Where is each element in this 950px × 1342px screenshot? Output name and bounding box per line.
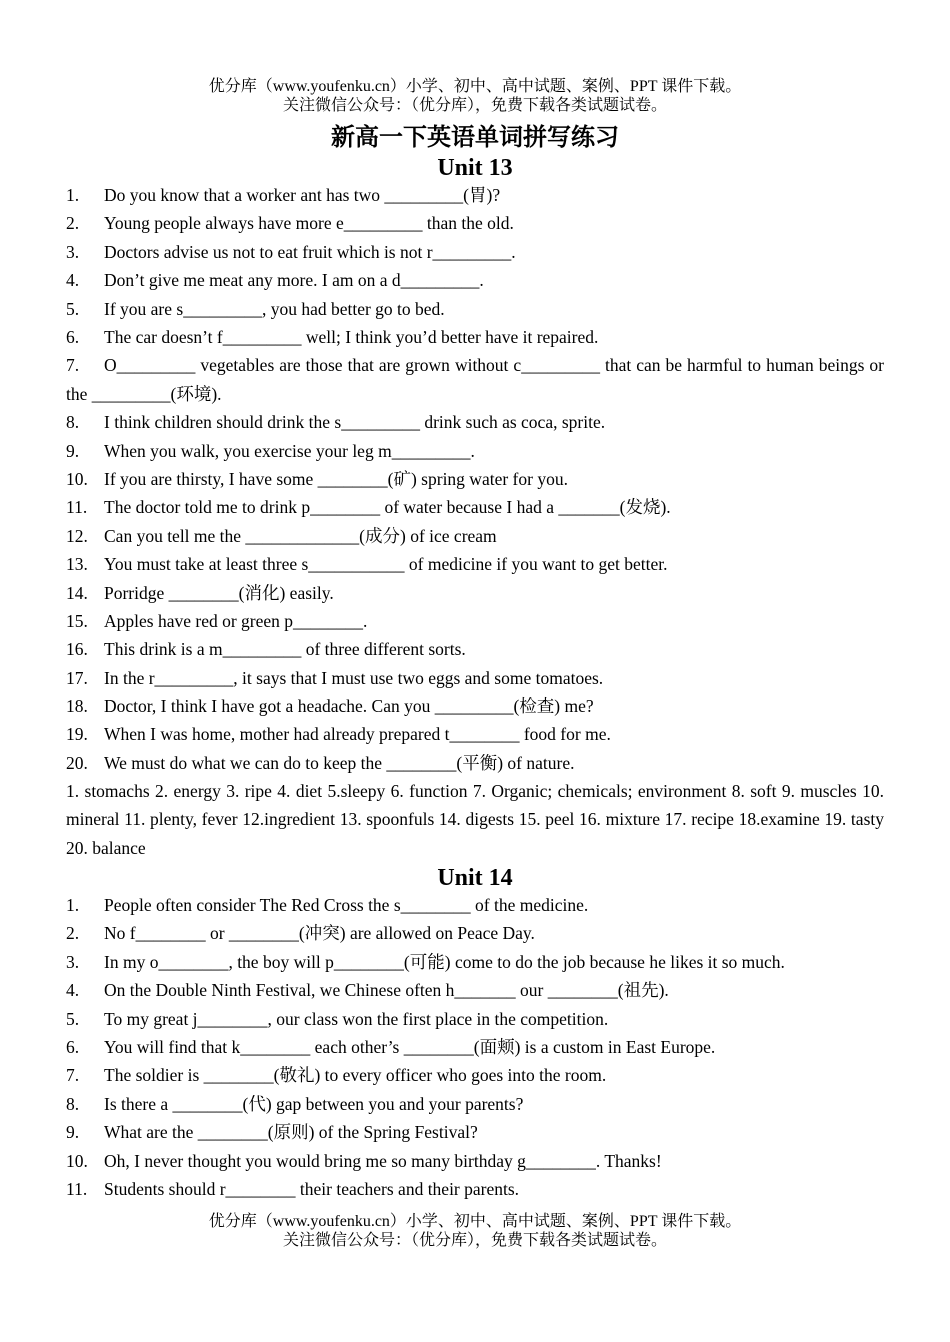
question-number: 7. xyxy=(66,355,80,376)
question-item xyxy=(66,919,884,947)
question-text: The doctor told me to drink p________ of water because I had a _______(发烧). xyxy=(104,497,671,518)
question-number: 10. xyxy=(66,1150,88,1171)
question-text: This drink is a m_________ of three different sorts. xyxy=(104,639,466,660)
question-item xyxy=(66,295,884,323)
question-number: 5. xyxy=(66,1008,80,1029)
unit13-heading: Unit 13 xyxy=(437,155,513,181)
question-number: 6. xyxy=(66,1036,80,1057)
question-number: 8. xyxy=(66,1093,80,1114)
question-item xyxy=(66,493,884,521)
question-text: The soldier is ________(敬礼) to every officer who goes into the room. xyxy=(104,1065,607,1086)
question-number: 3. xyxy=(66,951,80,972)
question-text: Young people always have more e_________ than the old. xyxy=(104,213,514,234)
question-number: 8. xyxy=(66,412,80,433)
question-item xyxy=(66,720,884,748)
question-item xyxy=(66,465,884,493)
question-text: If you are s_________, you had better go to bed. xyxy=(104,298,445,319)
question-text: You will find that k________ each other’s ________(面颊) is a custom in East Europe. xyxy=(104,1036,716,1057)
question-item xyxy=(66,181,884,209)
header-line-2: 关注微信公众号：（优分库），免费下载各类试题试卷。 xyxy=(282,97,667,114)
question-item xyxy=(66,550,884,578)
question-number: 9. xyxy=(66,440,80,461)
question-number: 11. xyxy=(66,1178,88,1199)
page-header xyxy=(0,77,950,115)
question-number: 9. xyxy=(66,1122,80,1143)
question-number: 5. xyxy=(66,298,80,319)
question-item xyxy=(66,1005,884,1033)
question-item xyxy=(66,1061,884,1089)
unit14-question-list xyxy=(66,891,884,1203)
question-item xyxy=(66,522,884,550)
question-text: To my great j________, our class won the first place in the competition. xyxy=(104,1008,609,1029)
question-number: 16. xyxy=(66,639,88,660)
unit13-question-list xyxy=(66,181,884,777)
footer-line-2: 关注微信公众号：（优分库），免费下载各类试题试卷。 xyxy=(282,1232,667,1249)
question-item xyxy=(66,976,884,1004)
question-item xyxy=(66,437,884,465)
question-item xyxy=(66,1090,884,1118)
question-number: 19. xyxy=(66,724,88,745)
question-item xyxy=(66,635,884,663)
question-number: 17. xyxy=(66,667,88,688)
question-number: 18. xyxy=(66,696,88,717)
unit13-answer-key: 1. stomachs 2. energy 3. ripe 4. diet 5.sleepy 6. function 7. Organic; chemicals; environment 8. soft 9. muscles 10. mineral 11. plenty, fever 12.ingredient 13. spoonfuls 14. digests 15. peel 16. mixture 17. recipe 18.examine 19. tasty 20. balance xyxy=(66,781,884,858)
question-item xyxy=(66,1033,884,1061)
question-text: Doctor, I think I have got a headache. Can you _________(检查) me? xyxy=(104,696,594,717)
question-text: Porridge ________(消化) easily. xyxy=(104,582,334,603)
question-number: 6. xyxy=(66,326,80,347)
question-item xyxy=(66,948,884,976)
question-text: Do you know that a worker ant has two _________(胃)? xyxy=(104,185,501,205)
question-text: Can you tell me the _____________(成分) of ice cream xyxy=(104,525,497,546)
question-number: 10. xyxy=(66,468,88,489)
question-number: 1. xyxy=(66,895,80,915)
question-item xyxy=(66,1147,884,1175)
question-text: No f________ or ________(冲突) are allowed on Peace Day. xyxy=(104,923,535,944)
question-number: 4. xyxy=(66,270,80,291)
question-number: 11. xyxy=(66,497,88,518)
question-number: 3. xyxy=(66,241,80,262)
question-text: We must do what we can do to keep the ________(平衡) of nature. xyxy=(104,752,575,773)
question-item xyxy=(66,266,884,294)
question-text: What are the ________(原则) of the Spring Festival? xyxy=(104,1122,478,1143)
question-number: 15. xyxy=(66,610,88,631)
footer-line-1: 优分库（www.youfenku.cn）小学、初中、高中试题、案例、PPT 课件下载。 xyxy=(208,1213,742,1230)
header-line-1: 优分库（www.youfenku.cn）小学、初中、高中试题、案例、PPT 课件下载。 xyxy=(208,78,742,95)
question-text: In the r_________, it says that I must use two eggs and some tomatoes. xyxy=(104,667,604,688)
question-text: You must take at least three s___________ of medicine if you want to get better. xyxy=(104,554,668,575)
question-text: Oh, I never thought you would bring me so many birthday g________. Thanks! xyxy=(104,1150,662,1171)
question-item xyxy=(66,351,884,408)
question-item xyxy=(66,323,884,351)
question-text: When you walk, you exercise your leg m_________. xyxy=(104,440,475,461)
question-item xyxy=(66,664,884,692)
question-text: Is there a ________(代) gap between you and your parents? xyxy=(104,1093,524,1114)
question-item xyxy=(66,692,884,720)
question-item xyxy=(66,1118,884,1146)
question-item xyxy=(66,749,884,777)
question-number: 14. xyxy=(66,582,88,603)
question-number: 1. xyxy=(66,185,80,205)
question-text: The car doesn’t f_________ well; I think you’d better have it repaired. xyxy=(104,326,599,347)
document-title: 新高一下英语单词拼写练习 xyxy=(331,125,619,151)
question-text: When I was home, mother had already prepared t________ food for me. xyxy=(104,724,611,745)
question-text: I think children should drink the s_________ drink such as coca, sprite. xyxy=(104,412,606,433)
question-item xyxy=(66,209,884,237)
question-text: In my o________, the boy will p________(可能) come to do the job because he likes it so much. xyxy=(104,951,785,972)
question-item xyxy=(66,1175,884,1203)
question-item xyxy=(66,579,884,607)
question-text: If you are thirsty, I have some ________(矿) spring water for you. xyxy=(104,468,568,489)
question-number: 20. xyxy=(66,752,88,773)
question-number: 2. xyxy=(66,923,80,944)
question-number: 12. xyxy=(66,525,88,546)
question-text: Doctors advise us not to eat fruit which is not r_________. xyxy=(104,241,516,262)
question-number: 7. xyxy=(66,1065,80,1086)
question-number: 13. xyxy=(66,554,88,575)
question-text: Don’t give me meat any more. I am on a d_________. xyxy=(104,270,484,291)
question-text: Students should r________ their teachers and their parents. xyxy=(104,1178,520,1199)
question-text: Apples have red or green p________. xyxy=(104,610,368,631)
question-text: O_________ vegetables are those that are grown without c_________ that can be harmful to human beings or the _________(环境). xyxy=(66,355,884,404)
page-footer xyxy=(0,1212,950,1250)
unit14-heading: Unit 14 xyxy=(437,865,513,891)
question-number: 4. xyxy=(66,980,80,1001)
question-item xyxy=(66,408,884,436)
question-item xyxy=(66,891,884,919)
question-text: On the Double Ninth Festival, we Chinese often h_______ our ________(祖先). xyxy=(104,980,669,1001)
question-number: 2. xyxy=(66,213,80,234)
question-item xyxy=(66,607,884,635)
question-item xyxy=(66,238,884,266)
question-text: People often consider The Red Cross the s________ of the medicine. xyxy=(104,895,589,915)
